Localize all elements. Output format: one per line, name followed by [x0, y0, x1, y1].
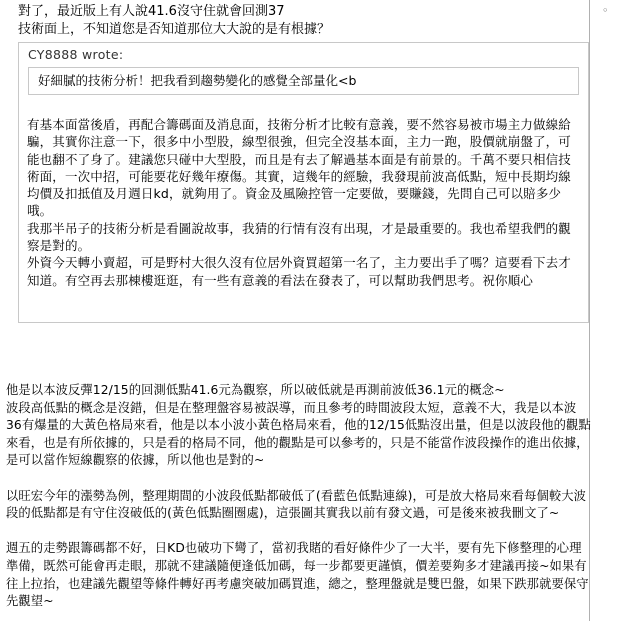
reply-paragraph: 我那半吊子的技術分析是看圖說故事，我猜的行情有沒有出現，才是最重要的。我也希望我們的觀察是對的。: [27, 220, 571, 254]
post-body: [6, 382, 591, 611]
quoted-question: [18, 3, 578, 39]
post-paragraph: 波段高低點的概念是沒錯，但是在整理盤容易被誤導，而且參考的時間波段太短，意義不大，我是以本波36有爆量的大黃色格局來看，他是以本小波小黃色格局來看，他的12/15低點沒出量，但是以波段他的觀點來看，也是有所依據的，只是看的格局不同，他的觀點是可以參考的，只是不能當作波段操作的進出依據，是可以當作短線觀察的依據，所以他也是對的~: [6, 400, 591, 468]
reply-paragraph: 有基本面當後盾，再配合籌碼面及消息面，技術分析才比較有意義，要不然容易被市場主力做線給騙，其實你注意一下，很多中小型股，線型很強，但完全沒基本面，主力一跑，股價就崩盤了，可能也翻不了身了。建議您只碰中大型股，而且是有去了解過基本面是有前景的。千萬不要只相信技術面，一次中招，可能要花好幾年療傷。其實，這幾年的經驗，我發現前波高低點，短中長期均線均價及扣抵值及月週日kd，就夠用了。資金及風險控管一定要做，要賺錢，先問自己可以賠多少哦。: [27, 117, 571, 219]
post-paragraph: 週五的走勢跟籌碼都不好，日KD也破功下彎了，當初我賭的看好條件少了一大半，要有先下修整理的心理準備，既然可能會再走眼，那就不建議隨便逢低加碼，每一步都要更謹慎，價差要夠多才建議再接~如果有往上拉抬，也建議先觀望等條件轉好再考慮突破加碼買進，總之，整理盤就是雙巴盤，如果下跌那就要保守先觀望~: [6, 541, 589, 609]
blank-line: [6, 523, 591, 541]
nested-quote: [28, 67, 579, 95]
quoted-line: 對了，最近版上有人說41.6沒守住就會回測37: [18, 4, 285, 19]
quote-box: [18, 42, 589, 323]
nested-quote-text: 好細膩的技術分析！把我看到趨勢變化的感覺全部量化<b: [38, 73, 357, 88]
blank-line: [6, 470, 591, 488]
post-paragraph: 以旺宏今年的漲勢為例，整理期間的小波段低點都破低了(看藍色低點連線)，可是放大格局來看每個較大波段的低點都是有守住沒破低的(黃色低點圈圈處)，這張圖其實我以前有發文過，可是後來被我刪文了~: [6, 488, 587, 521]
scroll-indicator-icon: ◦: [602, 4, 609, 17]
quote-author: CY8888 wrote:: [28, 47, 124, 62]
post-paragraph: 他是以本波反彈12/15的回測低點41.6元為觀察，所以破低就是再測前波低36.1元的概念~: [6, 383, 505, 397]
quoted-reply: [27, 116, 583, 289]
reply-paragraph: 外資今天轉小賣超，可是野村大很久沒有位居外資買超第一名了，主力要出手了嗎？這要看下去才知道。有空再去那棟樓逛逛，有一些有意義的看法在發表了，可以幫助我們思考。祝你順心: [27, 255, 571, 288]
quoted-line: 技術面上，不知道您是否知道那位大大說的是有根據？: [18, 22, 331, 37]
